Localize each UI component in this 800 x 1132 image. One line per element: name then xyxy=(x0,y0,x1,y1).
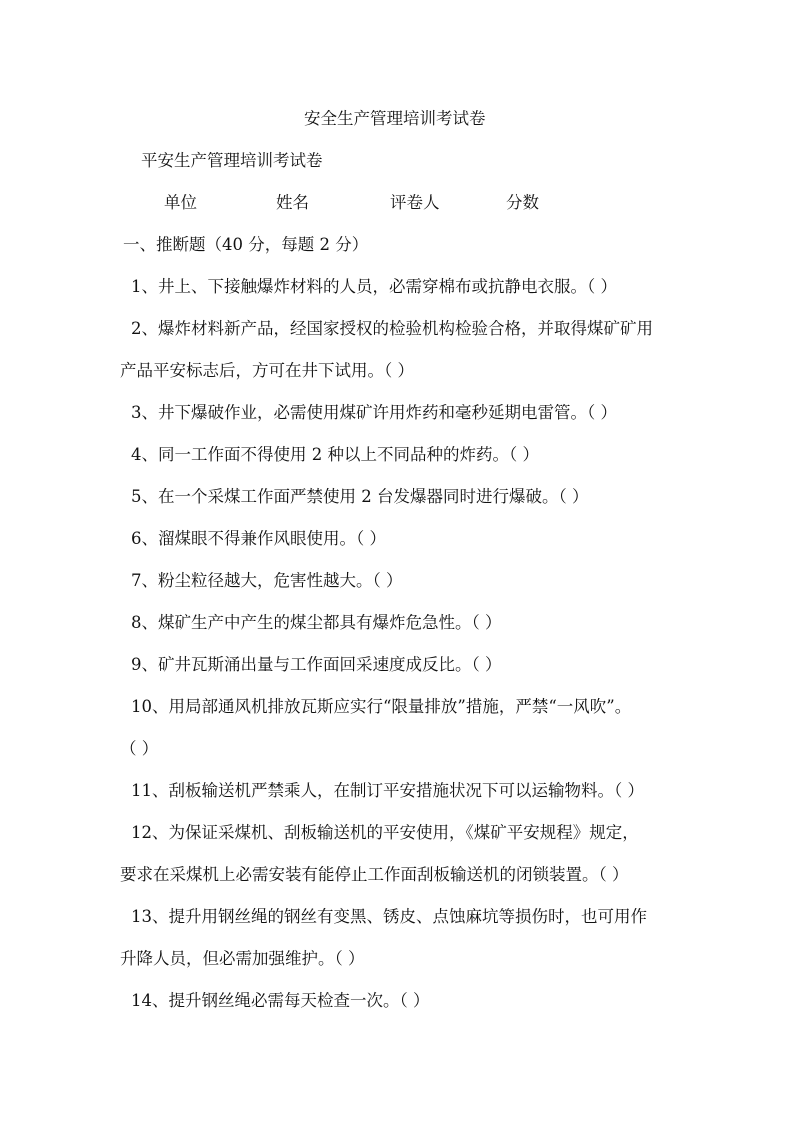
question-line: （ ） xyxy=(120,739,159,758)
question-line: 12、为保证采煤机、刮板输送机的平安使用，《煤矿平安规程》规定， xyxy=(131,823,639,842)
question-line: 产品平安标志后，方可在井下试用。（ ） xyxy=(120,361,414,380)
header-field-grader: 评卷人 xyxy=(390,193,440,212)
question-line: 5、在一个采煤工作面严禁使用 2 台发爆器同时进行爆破。（ ） xyxy=(131,487,589,506)
question-line: 2、爆炸材料新产品，经国家授权的检验机构检验合格，并取得煤矿矿用 xyxy=(131,319,653,338)
question-line: 8、煤矿生产中产生的煤尘都具有爆炸危急性。（ ） xyxy=(131,613,502,632)
question-line: 11、刮板输送机严禁乘人，在制订平安措施状况下可以运输物料。（ ） xyxy=(131,781,644,800)
page-subtitle: 平安生产管理培训考试卷 xyxy=(141,151,323,170)
question-line: 要求在采煤机上必需安装有能停止工作面刮板输送机的闭锁装置。（ ） xyxy=(120,865,629,884)
question-line: 6、溜煤眼不得兼作风眼使用。（ ） xyxy=(131,529,386,548)
question-line: 4、同一工作面不得使用 2 种以上不同品种的炸药。（ ） xyxy=(131,445,539,464)
question-line: 升降人员，但必需加强维护。（ ） xyxy=(120,949,365,968)
question-line: 10、用局部通风机排放瓦斯应实行“限量排放”措施，严禁“一风吹”。 xyxy=(131,697,632,716)
question-line: 3、井下爆破作业，必需使用煤矿许用炸药和毫秒延期电雷管。（ ） xyxy=(131,403,617,422)
question-line: 14、提升钢丝绳必需每天检查一次。（ ） xyxy=(131,991,430,1010)
section-heading: 一、推断题（40 分，每题 2 分） xyxy=(123,235,369,254)
header-field-score: 分数 xyxy=(506,193,539,212)
header-field-name: 姓名 xyxy=(276,193,309,212)
page-title: 安全生产管理培训考试卷 xyxy=(304,109,486,128)
question-line: 9、矿井瓦斯涌出量与工作面回采速度成反比。（ ） xyxy=(131,655,502,674)
question-line: 13、提升用钢丝绳的钢丝有变黑、锈皮、点蚀麻坑等损伤时，也可用作 xyxy=(131,907,647,926)
question-line: 1、井上、下接触爆炸材料的人员，必需穿棉布或抗静电衣服。（ ） xyxy=(131,277,617,296)
question-line: 7、粉尘粒径越大，危害性越大。（ ） xyxy=(131,571,403,590)
header-field-unit: 单位 xyxy=(164,193,197,212)
